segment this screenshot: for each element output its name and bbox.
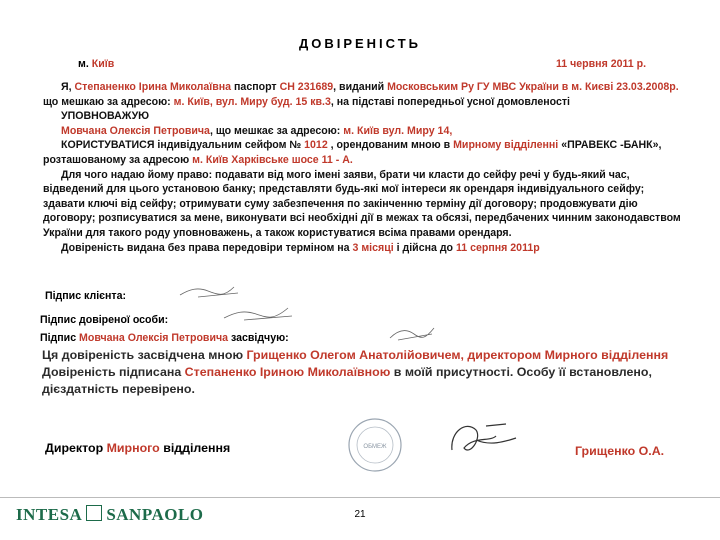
trusted-signature xyxy=(222,304,302,324)
witness-signature xyxy=(388,324,438,344)
certification-line-1: Ця довіреність засвідчена мною Грищенко Олегом Анатолійовичем, директором Мирного відділення xyxy=(42,348,669,362)
witness-signature-label: Підпис Мовчана Олексія Петровича засвідчую: xyxy=(40,332,289,344)
client-signature-label: Підпис клієнта: xyxy=(45,290,126,302)
document-title: ДОВІРЕНІСТЬ xyxy=(298,36,422,51)
director-name: Грищенко О.А. xyxy=(575,444,665,458)
certification-block xyxy=(42,347,682,398)
footer-divider xyxy=(0,497,720,498)
city-line xyxy=(78,58,114,70)
stamp-text: ОБМЕЖ xyxy=(363,444,387,450)
bank-stamp xyxy=(346,416,404,474)
intesa-sanpaolo-logo: INTESA SANPAOLO xyxy=(16,505,204,524)
logo-mark-icon xyxy=(86,505,102,521)
paragraph-safe: КОРИСТУВАТИСЯ індивідуальним сейфом № 1012 , орендованим мною в Мирному відділенні «ПРАВЕКС -БАНК», розташованому за адресою м. Київ Харківське шосе 11 - А. xyxy=(43,139,662,166)
client-signature xyxy=(178,283,248,301)
paragraph-rights: Для чого надаю йому право: подавати від мого імені заяви, брати чи класти до сейфу речі у будь-який час, відведений для цього установою банку; представляти будь-які мої інтереси як орендаря індивідуального сейфу; здавати ключі від сейфу; отримувати суму забезпечення по закінченню терміну дії договору; продовжувати дію договору; розписуватися за мене, виконувати всі необхідні дії в межах та обсязі, передбачених чинним законодавством України для такого роду уповноважень, а також користуватися всіма правами орендаря. xyxy=(43,168,681,239)
director-label: Директор Мирного відділення xyxy=(45,441,231,455)
paragraph-trustee: Мовчана Олексія Петровича, що мешкає за адресою: м. Київ вул. Миру 14, xyxy=(61,124,453,137)
director-signature xyxy=(446,416,518,466)
document-body xyxy=(43,80,683,255)
paragraph-validity: Довіреність видана без права передовіри терміном на 3 місяці і дійсна до 11 серпня 2011р xyxy=(61,241,540,254)
page-number: 21 xyxy=(354,509,366,520)
city: Київ xyxy=(91,58,115,70)
authorize-heading: УПОВНОВАЖУЮ xyxy=(61,110,150,123)
paragraph-grantor: Я, Степаненко Ірина Миколаївна паспорт СН 231689, виданий Московським Ру ГУ МВС України в м. Києві 23.03.2008р. що мешкаю за адресою: м. Київ, вул. Миру буд. 15 кв.3, на підставі попередньої усної домовленості xyxy=(43,81,679,108)
trusted-signature-label: Підпис довіреної особи: xyxy=(40,314,169,326)
city-prefix: м. xyxy=(78,58,89,70)
certification-line-2: Довіреність підписана Степаненко Іриною Миколаївною в моїй присутності. Особу її встановлено, дієздатність перевірено. xyxy=(42,365,652,396)
document-date: 11 червня 2011 р. xyxy=(556,58,647,70)
